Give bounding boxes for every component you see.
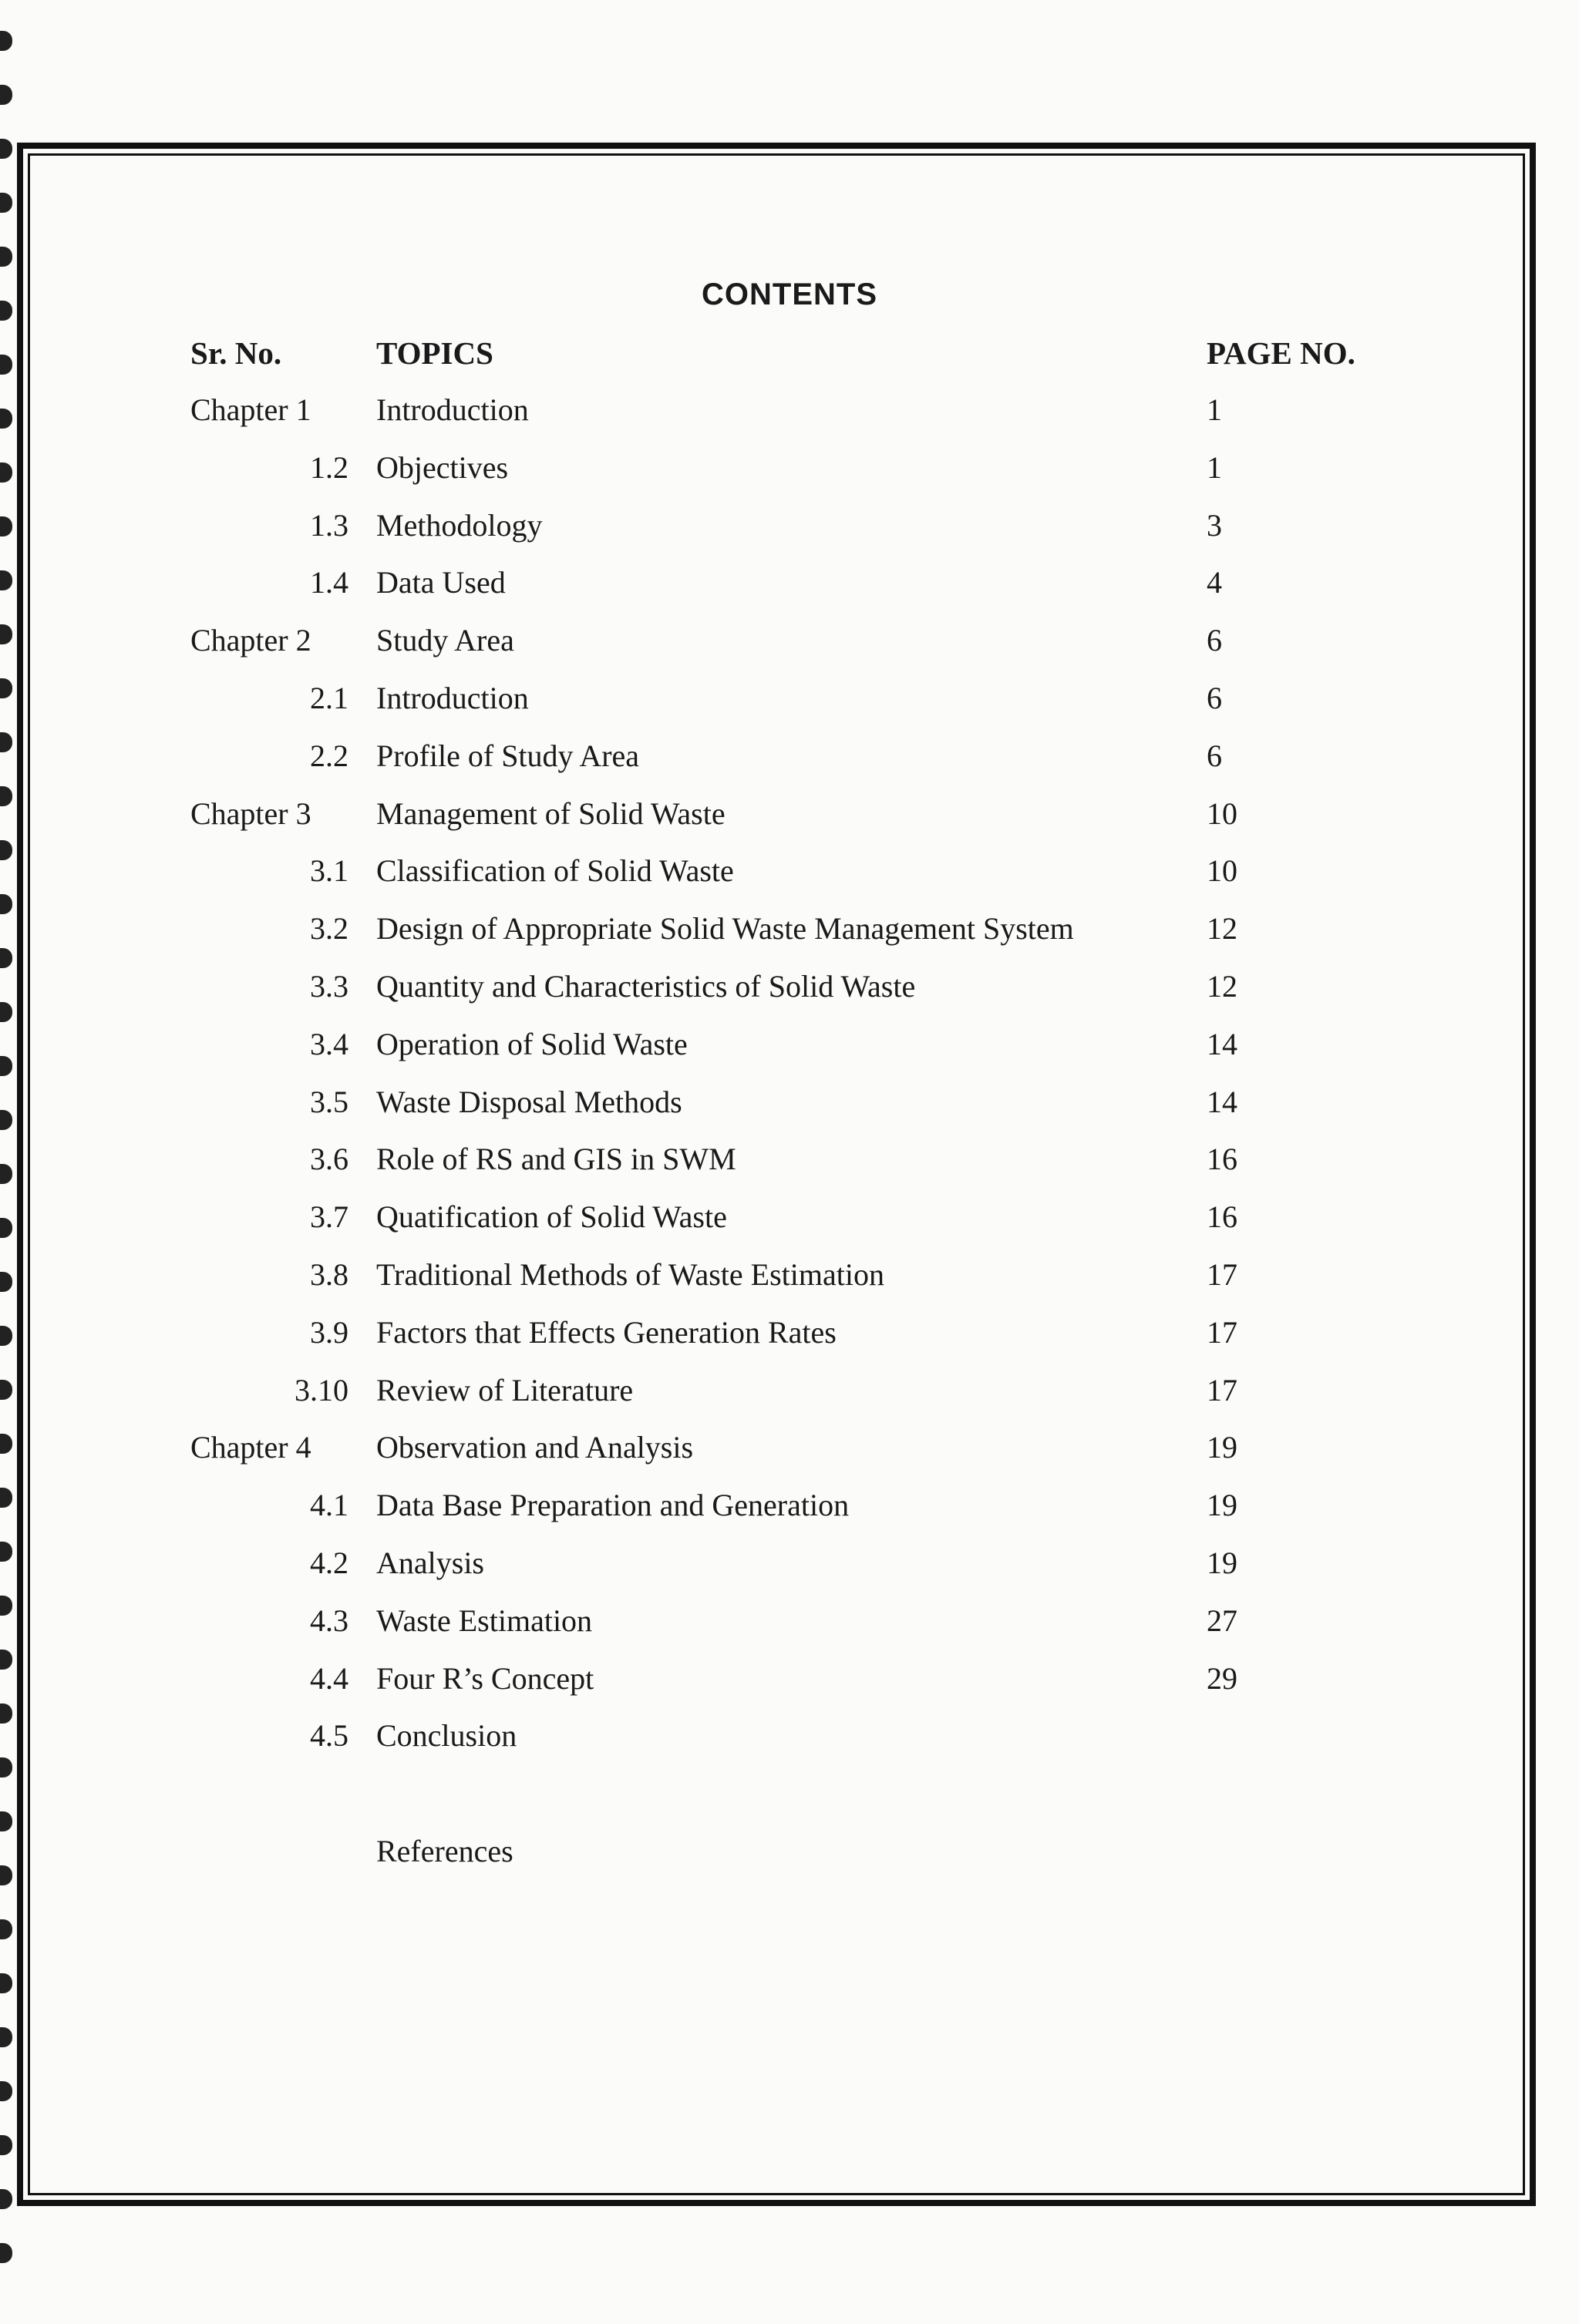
toc-section-number: 4.3 <box>310 1603 348 1638</box>
binding-ring <box>0 2027 12 2047</box>
toc-page-number: 3 <box>1207 508 1222 543</box>
toc-topic: Design of Appropriate Solid Waste Management System <box>376 911 1074 946</box>
toc-chapter-number: Chapter 4 <box>190 1430 311 1465</box>
binding-ring <box>0 85 12 105</box>
toc-page-number: 1 <box>1207 450 1222 485</box>
toc-topic: Profile of Study Area <box>376 738 640 773</box>
toc-page-number: 16 <box>1207 1199 1237 1234</box>
toc-page-number: 17 <box>1207 1373 1237 1408</box>
toc-topic: Classification of Solid Waste <box>376 853 734 888</box>
toc-section-number: 4.1 <box>310 1488 348 1522</box>
toc-page-number: 19 <box>1207 1488 1237 1522</box>
toc-page-number: 19 <box>1207 1545 1237 1580</box>
toc-row <box>0 1424 1579 1471</box>
toc-row <box>0 733 1579 779</box>
toc-page-number: 6 <box>1207 681 1222 715</box>
toc-row <box>0 503 1579 549</box>
binding-ring <box>0 1757 12 1777</box>
toc-topic: References <box>376 1834 513 1868</box>
toc-topic: Conclusion <box>376 1718 517 1753</box>
toc-section-number: 3.6 <box>310 1142 348 1176</box>
toc-topic: Factors that Effects Generation Rates <box>376 1315 837 1350</box>
toc-page-number: 29 <box>1207 1661 1237 1696</box>
toc-row <box>0 1367 1579 1414</box>
binding-ring <box>0 1919 12 1939</box>
toc-section-number: 3.10 <box>295 1373 348 1408</box>
toc-topic: Observation and Analysis <box>376 1430 694 1465</box>
toc-section-number: 3.1 <box>310 853 348 888</box>
toc-section-number: 3.5 <box>310 1085 348 1119</box>
toc-topic: Methodology <box>376 508 543 543</box>
toc-page-number: 4 <box>1207 565 1222 600</box>
binding-ring <box>0 247 12 267</box>
toc-page-number: 19 <box>1207 1430 1237 1465</box>
toc-page-number: 1 <box>1207 392 1222 427</box>
toc-row <box>0 964 1579 1010</box>
toc-section-number: 3.8 <box>310 1257 348 1292</box>
toc-row <box>0 675 1579 721</box>
toc-section-number: 1.2 <box>310 450 348 485</box>
toc-topic: Waste Estimation <box>376 1603 593 1638</box>
toc-row <box>0 1656 1579 1702</box>
toc-page-number: 14 <box>1207 1027 1237 1061</box>
toc-row <box>0 560 1579 606</box>
toc-topic: Quantity and Characteristics of Solid Waste <box>376 969 916 1004</box>
toc-chapter-number: Chapter 3 <box>190 796 311 831</box>
toc-section-number: 4.4 <box>310 1661 348 1696</box>
toc-topic: Study Area <box>376 623 514 658</box>
toc-row <box>0 791 1579 837</box>
binding-ring <box>0 193 12 213</box>
toc-row <box>0 1136 1579 1182</box>
toc-topic: Management of Solid Waste <box>376 796 726 831</box>
column-header-sr-no: Sr. No. <box>190 335 282 371</box>
toc-row <box>0 848 1579 894</box>
binding-ring <box>0 139 12 159</box>
toc-page-number: 27 <box>1207 1603 1237 1638</box>
binding-ring <box>0 2135 12 2155</box>
toc-topic: Waste Disposal Methods <box>376 1085 682 1119</box>
toc-row <box>0 906 1579 952</box>
toc-page-number: 17 <box>1207 1315 1237 1350</box>
toc-topic: Introduction <box>376 681 529 715</box>
toc-row <box>0 617 1579 664</box>
toc-section-number: 4.2 <box>310 1545 348 1580</box>
toc-topic: Data Base Preparation and Generation <box>376 1488 850 1522</box>
toc-section-number: 2.2 <box>310 738 348 773</box>
toc-page-number: 12 <box>1207 969 1237 1004</box>
toc-row <box>0 1598 1579 1644</box>
toc-page-number: 6 <box>1207 623 1222 658</box>
toc-section-number: 3.3 <box>310 969 348 1004</box>
toc-page-number: 12 <box>1207 911 1237 946</box>
toc-topic: Objectives <box>376 450 509 485</box>
toc-page-number: 6 <box>1207 738 1222 773</box>
toc-topic: Quatification of Solid Waste <box>376 1199 727 1234</box>
toc-topic: Introduction <box>376 392 529 427</box>
toc-row <box>0 1310 1579 1356</box>
toc-topic: Review of Literature <box>376 1373 634 1408</box>
toc-topic: Data Used <box>376 565 506 600</box>
toc-page-number: 10 <box>1207 853 1237 888</box>
toc-section-number: 3.7 <box>310 1199 348 1234</box>
toc-topic: Operation of Solid Waste <box>376 1027 688 1061</box>
toc-section-number: 3.9 <box>310 1315 348 1350</box>
column-header-topics: TOPICS <box>376 335 493 371</box>
toc-section-number: 3.2 <box>310 911 348 946</box>
binding-ring <box>0 1973 12 1993</box>
toc-topic: Traditional Methods of Waste Estimation <box>376 1257 884 1292</box>
toc-row <box>0 1021 1579 1068</box>
toc-page-number: 10 <box>1207 796 1237 831</box>
toc-row <box>0 387 1579 433</box>
toc-section-number: 1.4 <box>310 565 348 600</box>
toc-row <box>0 1079 1579 1125</box>
column-header-row <box>0 330 1579 376</box>
toc-topic: Role of RS and GIS in SWM <box>376 1142 736 1176</box>
toc-row <box>0 1540 1579 1586</box>
toc-topic: Four R’s Concept <box>376 1661 594 1696</box>
toc-row <box>0 445 1579 491</box>
binding-ring <box>0 2189 12 2209</box>
binding-ring <box>0 31 12 51</box>
binding-ring <box>0 2243 12 2263</box>
toc-row <box>0 1194 1579 1240</box>
toc-row <box>0 1482 1579 1529</box>
toc-page-number: 17 <box>1207 1257 1237 1292</box>
toc-page-number: 14 <box>1207 1085 1237 1119</box>
toc-topic: Analysis <box>376 1545 484 1580</box>
toc-section-number: 3.4 <box>310 1027 348 1061</box>
toc-page-number: 16 <box>1207 1142 1237 1176</box>
binding-ring <box>0 2081 12 2101</box>
toc-row <box>0 1828 1579 1875</box>
column-header-page-no: PAGE NO. <box>1207 335 1355 371</box>
toc-chapter-number: Chapter 2 <box>190 623 311 658</box>
toc-row <box>0 1252 1579 1298</box>
toc-chapter-number: Chapter 1 <box>190 392 311 427</box>
toc-section-number: 1.3 <box>310 508 348 543</box>
toc-row <box>0 1713 1579 1759</box>
contents-heading: CONTENTS <box>702 277 877 311</box>
toc-section-number: 2.1 <box>310 681 348 715</box>
toc-section-number: 4.5 <box>310 1718 348 1753</box>
